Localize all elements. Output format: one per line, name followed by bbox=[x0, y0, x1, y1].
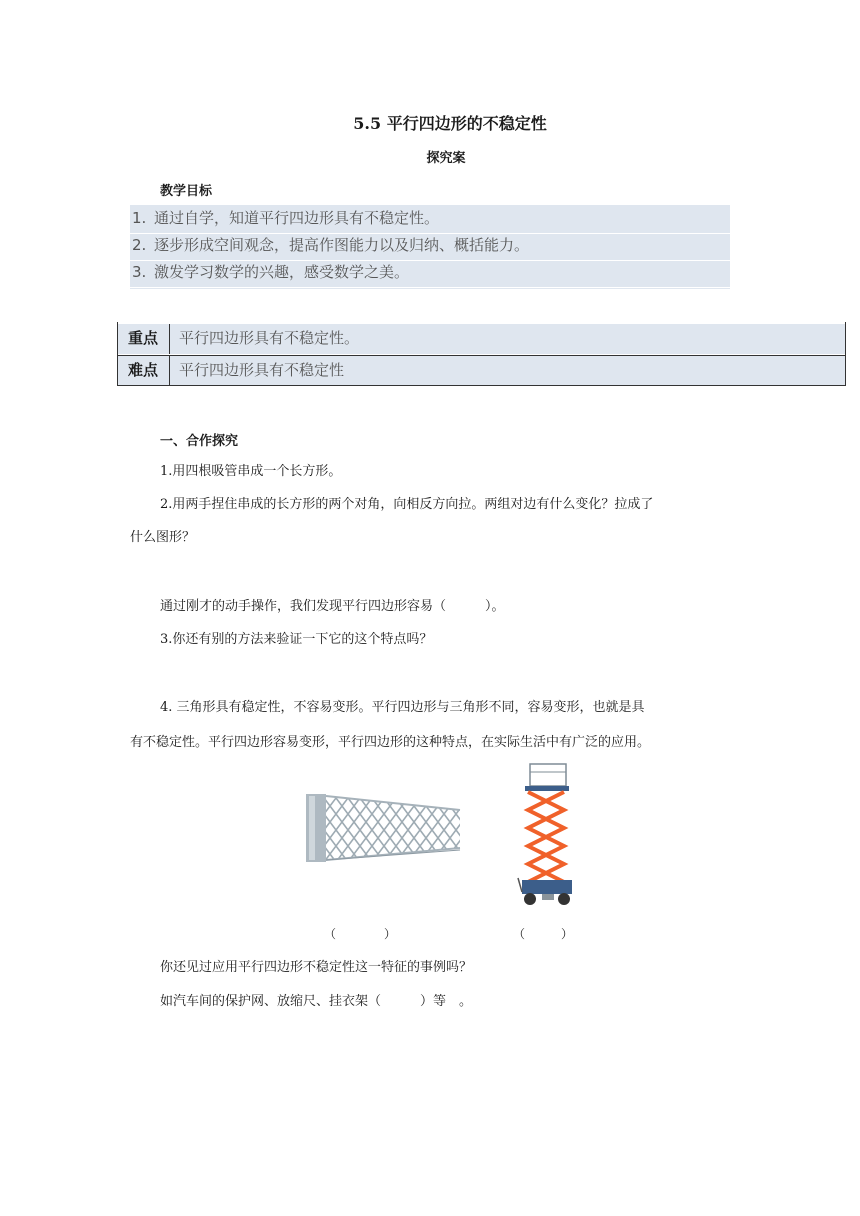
key-point-text: 平行四边形具有不稳定性。 bbox=[179, 329, 360, 347]
goal-text: 激发学习数学的兴趣，感受数学之美。 bbox=[154, 263, 410, 281]
goal-number: 2. bbox=[132, 236, 147, 254]
paragraph: 2.用两手捏住串成的长方形的两个对角，向相反方向拉。两组对边有什么变化？拉成了 bbox=[160, 497, 654, 512]
page-title: 5.5 平行四边形的不稳定性 bbox=[353, 114, 547, 133]
goal-item bbox=[130, 233, 730, 261]
key-point-row bbox=[117, 324, 845, 354]
table-border bbox=[117, 355, 846, 356]
paragraph: 1.用四根吸管串成一个长方形。 bbox=[160, 464, 342, 479]
paragraph: 3.你还有别的方法来验证一下它的这个特点吗？ bbox=[160, 632, 433, 647]
goals-box bbox=[130, 205, 730, 289]
scissor-lift-image bbox=[516, 762, 576, 908]
goal-item bbox=[130, 206, 730, 234]
key-point-label: 难点 bbox=[117, 356, 170, 386]
goal-text: 通过自学，知道平行四边形具有不稳定性。 bbox=[154, 209, 440, 227]
section-heading: 一、合作探究 bbox=[160, 434, 239, 449]
paragraph: 有不稳定性。平行四边形容易变形，平行四边形的这种特点，在实际生活中有广泛的应用。 bbox=[130, 735, 651, 750]
table-border bbox=[117, 385, 846, 386]
image-caption: （ ） bbox=[513, 927, 574, 941]
gate-icon bbox=[306, 790, 464, 865]
key-points-table bbox=[117, 322, 846, 386]
goal-text: 逐步形成空间观念，提高作图能力以及归纳、概括能力。 bbox=[154, 236, 530, 254]
paragraph: 通过刚才的动手操作，我们发现平行四边形容易（ ）。 bbox=[160, 599, 505, 614]
goal-number: 1. bbox=[132, 209, 147, 227]
table-border bbox=[117, 322, 118, 386]
key-point-row bbox=[117, 356, 845, 386]
paragraph: 你还见过应用平行四边形不稳定性这一特征的事例吗？ bbox=[160, 960, 473, 975]
paragraph: 如汽车间的保护网、放缩尺、挂衣架（ ）等 。 bbox=[160, 994, 473, 1009]
paragraph: 什么图形？ bbox=[130, 530, 196, 545]
image-caption: （ ） bbox=[324, 927, 397, 941]
goal-item bbox=[130, 260, 730, 288]
table-border bbox=[845, 322, 846, 386]
retractable-gate-image bbox=[306, 790, 464, 865]
key-point-text: 平行四边形具有不稳定性 bbox=[179, 361, 345, 379]
lift-icon bbox=[516, 762, 576, 908]
paragraph: 4. 三角形具有稳定性，不容易变形。平行四边形与三角形不同，容易变形，也就是具 bbox=[160, 700, 645, 715]
key-point-label: 重点 bbox=[117, 324, 170, 354]
page-subtitle: 探究案 bbox=[426, 151, 466, 166]
goal-number: 3. bbox=[132, 263, 147, 281]
goals-heading: 教学目标 bbox=[160, 184, 213, 199]
